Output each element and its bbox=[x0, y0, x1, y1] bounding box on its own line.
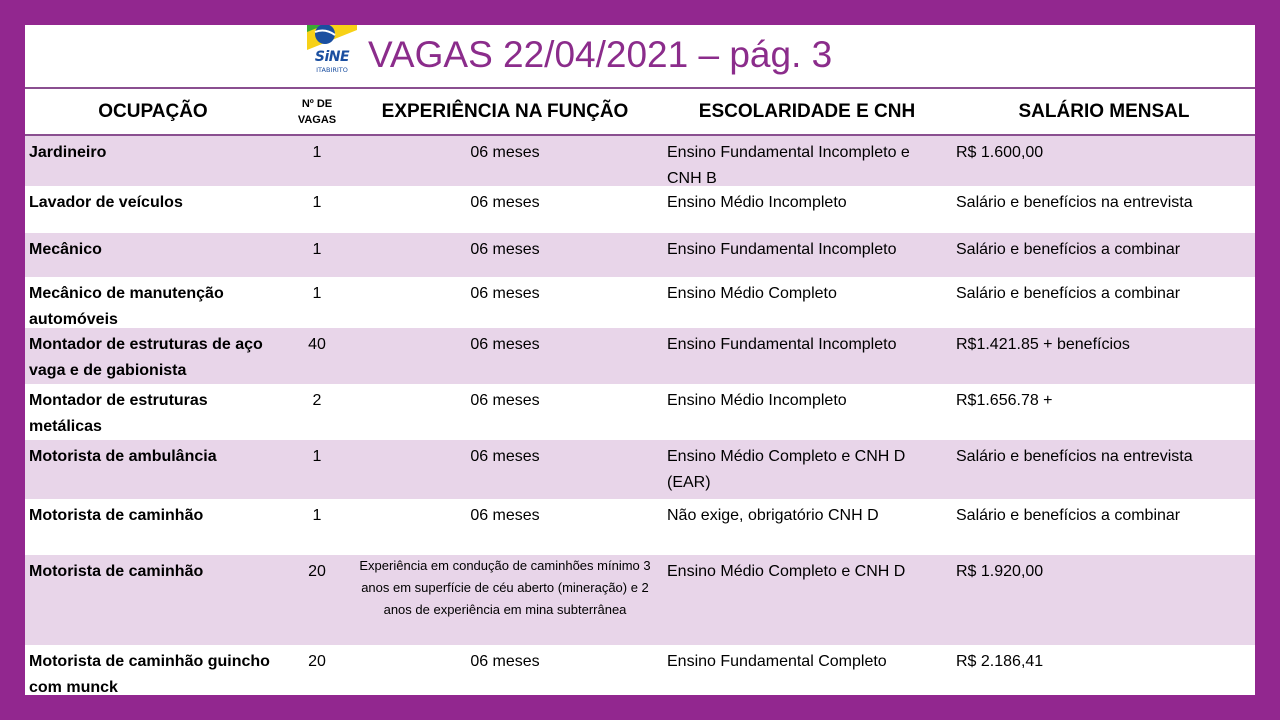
cell-experience: 06 meses bbox=[470, 507, 540, 524]
table-row bbox=[25, 328, 1255, 384]
header-experience: EXPERIÊNCIA NA FUNÇÃO bbox=[381, 100, 629, 122]
cell-salary: R$1.421.85 + benefícios bbox=[956, 336, 1130, 353]
header-occupation: OCUPAÇÃO bbox=[98, 100, 208, 122]
cell-occupation: Jardineiro bbox=[29, 144, 107, 161]
header-vacancies bbox=[287, 89, 347, 134]
cell-education: Ensino Fundamental Incompleto bbox=[667, 336, 897, 353]
cell-education: Ensino Médio Completo e CNH D bbox=[667, 563, 906, 580]
cell-salary: Salário e benefícios a combinar bbox=[956, 241, 1181, 258]
cell-occupation: Motorista de ambulância bbox=[29, 448, 217, 465]
cell-vacancies: 1 bbox=[312, 285, 322, 302]
cell-experience: 06 meses bbox=[470, 285, 540, 302]
header-salary: SALÁRIO MENSAL bbox=[1018, 100, 1190, 122]
cell-experience: 06 meses bbox=[470, 144, 540, 161]
cell-salary: Salário e benefícios a combinar bbox=[956, 507, 1181, 524]
cell-occupation: Montador de estruturas de aço vaga e de gabionista bbox=[29, 336, 263, 379]
cell-occupation: Mecânico bbox=[29, 241, 102, 258]
header-vacancies-line1: Nº DE bbox=[301, 97, 333, 110]
table-row bbox=[25, 136, 1255, 186]
cell-occupation: Motorista de caminhão guincho com munck bbox=[29, 653, 270, 695]
header-vacancies-line2: VAGAS bbox=[297, 113, 337, 126]
cell-salary: Salário e benefícios na entrevista bbox=[956, 194, 1193, 211]
cell-experience: 06 meses bbox=[470, 336, 540, 353]
cell-vacancies: 1 bbox=[312, 144, 322, 161]
cell-vacancies: 2 bbox=[312, 392, 322, 409]
cell-occupation: Motorista de caminhão bbox=[29, 563, 204, 580]
table-row bbox=[25, 440, 1255, 499]
cell-salary: R$ 1.600,00 bbox=[956, 144, 1044, 161]
cell-occupation: Lavador de veículos bbox=[29, 194, 183, 211]
cell-experience: 06 meses bbox=[470, 653, 540, 670]
table-row bbox=[25, 277, 1255, 328]
cell-education: Não exige, obrigatório CNH D bbox=[667, 507, 879, 524]
cell-salary: Salário e benefícios na entrevista bbox=[956, 448, 1193, 465]
cell-vacancies: 40 bbox=[308, 336, 326, 353]
table-header bbox=[25, 89, 1255, 134]
cell-education: Ensino Médio Incompleto bbox=[667, 392, 847, 409]
cell-experience: 06 meses bbox=[470, 241, 540, 258]
cell-education: Ensino Fundamental Incompleto bbox=[667, 241, 897, 258]
cell-education: Ensino Médio Completo e CNH D (EAR) bbox=[667, 448, 906, 491]
cell-experience: 06 meses bbox=[470, 448, 540, 465]
slide bbox=[25, 25, 1255, 695]
cell-vacancies: 1 bbox=[312, 194, 322, 211]
table-row bbox=[25, 384, 1255, 440]
cell-salary: R$ 2.186,41 bbox=[956, 653, 1044, 670]
header-education: ESCOLARIDADE E CNH bbox=[698, 100, 916, 122]
cell-occupation: Mecânico de manutenção automóveis bbox=[29, 285, 224, 328]
cell-salary: Salário e benefícios a combinar bbox=[956, 285, 1181, 302]
cell-vacancies: 1 bbox=[312, 448, 322, 465]
cell-education: Ensino Fundamental Completo bbox=[667, 653, 887, 670]
table-row bbox=[25, 555, 1255, 645]
table-row bbox=[25, 499, 1255, 555]
cell-vacancies: 20 bbox=[308, 563, 326, 580]
table-row bbox=[25, 233, 1255, 277]
cell-vacancies: 20 bbox=[308, 653, 326, 670]
table-row bbox=[25, 186, 1255, 233]
cell-experience: 06 meses bbox=[470, 194, 540, 211]
cell-education: Ensino Médio Completo bbox=[667, 285, 837, 302]
cell-experience: Experiência em condução de caminhões mínimo 3 anos em superfície de céu aberto (mineração) e 2 anos de experiência em mina subterrânea bbox=[359, 558, 651, 617]
logo-city: ITABIRITO bbox=[316, 66, 348, 74]
cell-salary: R$1.656.78 + bbox=[956, 392, 1053, 409]
cell-occupation: Montador de estruturas metálicas bbox=[29, 392, 208, 435]
page-title: VAGAS 22/04/2021 – pág. 3 bbox=[368, 34, 833, 75]
cell-education: Ensino Médio Incompleto bbox=[667, 194, 847, 211]
cell-vacancies: 1 bbox=[312, 241, 322, 258]
cell-occupation: Motorista de caminhão bbox=[29, 507, 204, 524]
cell-education: Ensino Fundamental Incompleto e CNH B bbox=[667, 144, 910, 187]
brazil-flag-icon bbox=[307, 25, 357, 52]
table-row bbox=[25, 645, 1255, 695]
logo-name: SiNE bbox=[314, 49, 350, 65]
cell-salary: R$ 1.920,00 bbox=[956, 563, 1044, 580]
cell-vacancies: 1 bbox=[312, 507, 322, 524]
sine-logo bbox=[307, 25, 357, 80]
cell-experience: 06 meses bbox=[470, 392, 540, 409]
